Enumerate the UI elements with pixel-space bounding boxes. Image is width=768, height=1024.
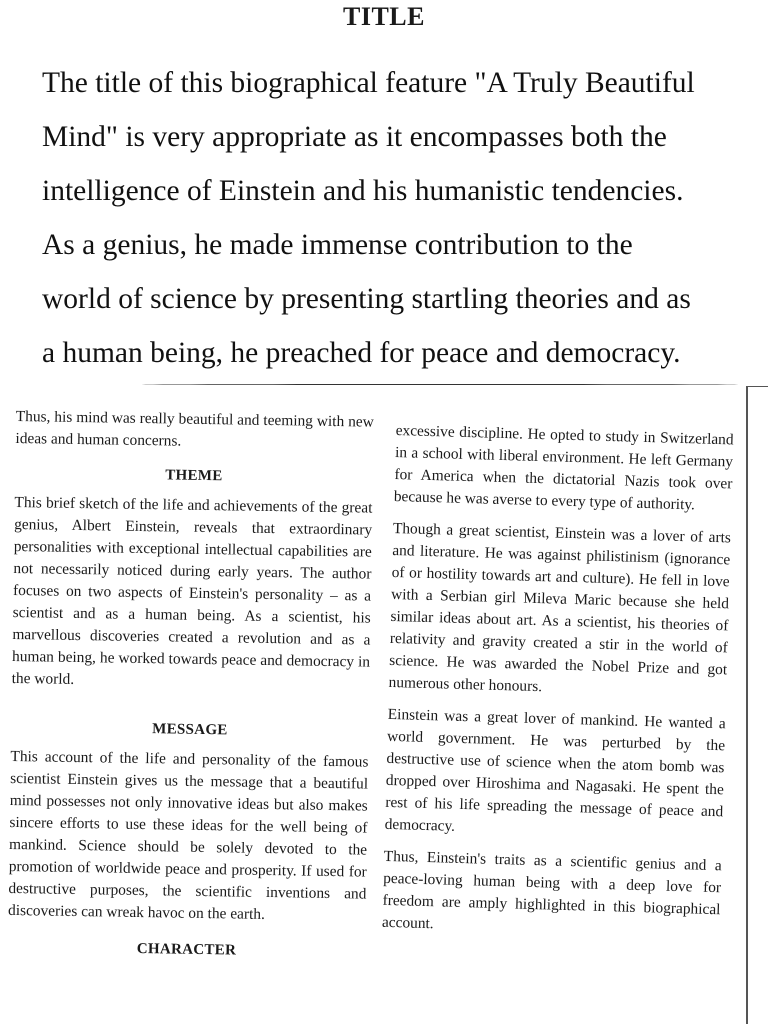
- intro-line: Mind" is very appropriate as it encompasses both the: [42, 121, 667, 153]
- page-title: TITLE: [343, 2, 425, 31]
- intro-paragraph: [42, 56, 762, 380]
- intro-line: The title of this biographical feature "A Truly Beautiful: [42, 67, 695, 99]
- page-edge: [746, 386, 748, 1024]
- page-edge-top: [746, 386, 768, 387]
- intro-line: As a genius, he made immense contribution to the: [42, 229, 633, 261]
- right-paragraph: Einstein was a great lover of mankind. He wanted a world government. He was perturbed by the destructive use of science when the atom bomb was dropped over Hiroshima and Nagasaki. He spent the rest of his life spreading the message of peace and democracy.: [384, 705, 726, 835]
- theme-heading: THEME: [165, 467, 223, 485]
- intro-line: intelligence of Einstein and his humanistic tendencies.: [42, 175, 684, 207]
- right-paragraph: excessive discipline. He opted to study in Switzerland in a school with liberal environment. He left Germany for America when the dictatorial Nazis took over because he was averse to every type of authority.: [393, 421, 734, 514]
- character-heading: CHARACTER: [136, 940, 237, 959]
- right-column: [381, 420, 733, 953]
- section-divider: [140, 384, 740, 385]
- right-paragraph: Though a great scientist, Einstein was a lover of arts and literature. He was against philistinism (ignorance of or hostility towards art and culture). He fell in love with a Serbian girl Mileva Maric because she held similar ideas about art. As a scientist, his theories of relativity and gravity created a stir in the world of science. He was awarded the Nobel Prize and got numerous other honours.: [388, 519, 732, 696]
- right-paragraph: Thus, Einstein's traits as a scientific genius and a peace-loving human being with a deep love for freedom are amply highlighted in this biographical account.: [381, 847, 722, 933]
- message-paragraph: This account of the life and personality of the famous scientist Einstein gives us the message that a beautiful mind possesses not only innovative ideas but also makes sincere efforts to use these ideas for the well being of mankind. Science should be solely devoted to the promotion of worldwide peace and prosperity. If used for destructive purposes, the scientific inventions and discoveries can wreak havoc on the earth.: [7, 747, 369, 923]
- message-heading: MESSAGE: [152, 721, 228, 739]
- theme-paragraph: This brief sketch of the life and achievements of the great genius, Albert Einstein, reveals that extraordinary personalities with exceptional intellectual capabilities are not necessarily noticed during early years. The author focuses on two aspects of Einstein's personality – as a scientist and as a human being. As a scientist, his marvellous discoveries created a revolution and as a human being, he worked towards peace and democracy in the world.: [11, 493, 373, 688]
- left-column: [7, 406, 374, 972]
- intro-line: world of science by presenting startling theories and as: [42, 283, 691, 315]
- continuation-paragraph: Thus, his mind was really beautiful and teeming with new ideas and human concerns.: [15, 407, 374, 450]
- intro-line: a human being, he preached for peace and democracy.: [42, 337, 681, 369]
